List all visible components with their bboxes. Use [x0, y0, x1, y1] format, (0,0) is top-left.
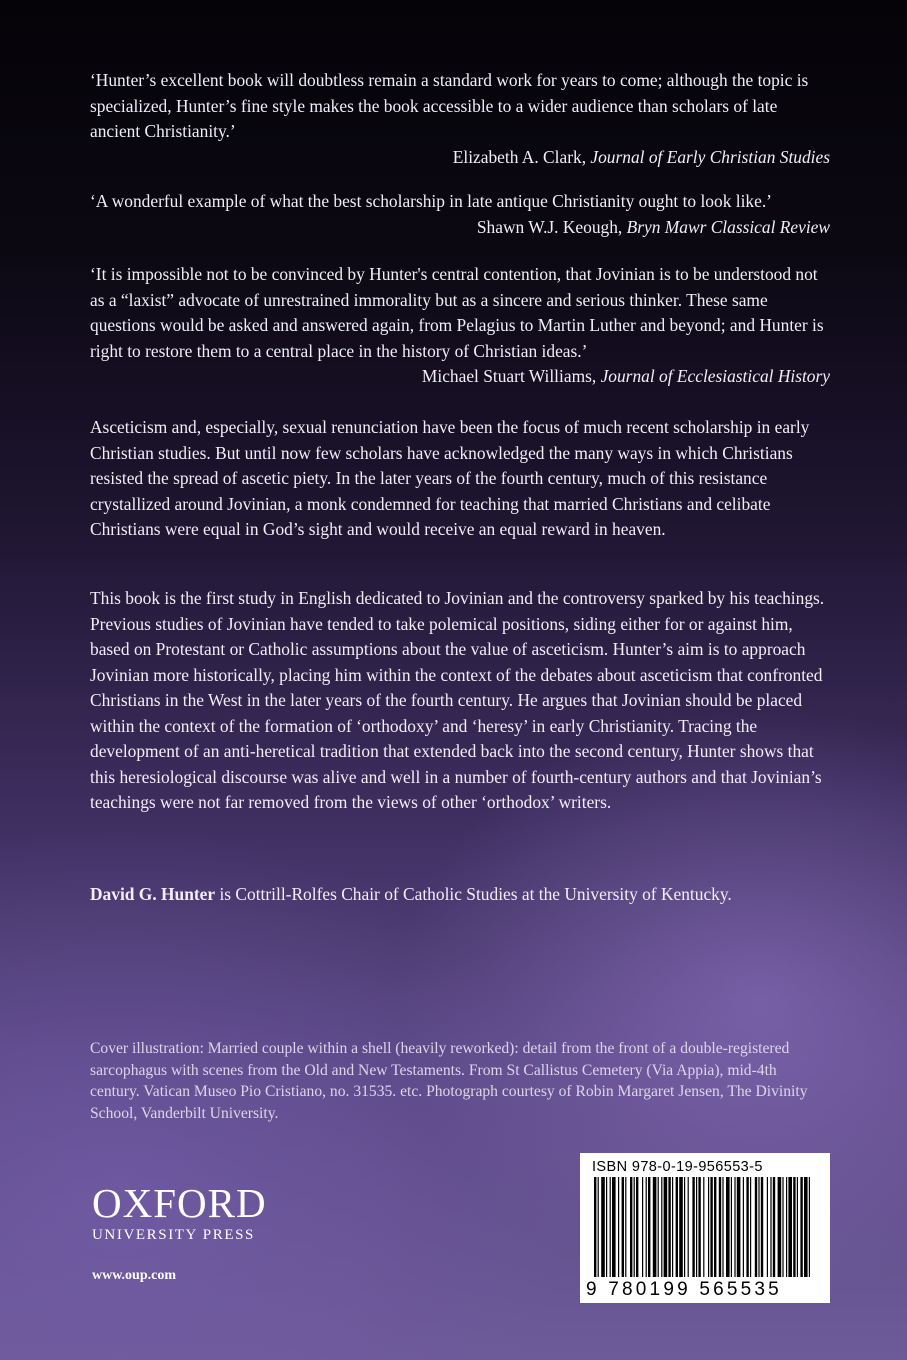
review-quote-1 — [90, 68, 830, 170]
author-name: David G. Hunter — [90, 884, 216, 904]
barcode-digits: 9 780199 565535 — [586, 1279, 782, 1300]
review-text: ‘Hunter’s excellent book will doubtless remain a standard work for years to come; although the topic is specialized, Hunter’s fine style makes the book accessible to a wider audience than scholars of late ancient Christianity.’ — [90, 70, 809, 141]
review-source: Journal of Early Christian Studies — [590, 146, 830, 167]
description-paragraph-1: Asceticism and, especially, sexual renunciation have been the focus of much recent scholarship in early Christian studies. But until now few scholars have acknowledged the many ways in which Christians resisted the spread of ascetic piety. In the later years of the fourth century, much of this resistance crystallized around Jovinian, a monk condemned for teaching that married Christians and celibate Christians were equal in God’s sight and would receive an equal reward in heaven. — [90, 417, 810, 539]
review-attribution — [90, 145, 830, 171]
review-text: ‘A wonderful example of what the best scholarship in late antique Christianity ought to look like.’ — [90, 191, 772, 211]
review-text: ‘It is impossible not to be convinced by Hunter's central contention, that Jovinian is to be understood not as a “laxist” advocate of unrestrained immorality but as a sincere and serious thinker. These same questions would be asked and answered again, from Pelagius to Martin Luther and beyond; and Hunter is right to restore them to a central place in the history of Christian ideas.’ — [90, 264, 824, 361]
barcode-bars — [594, 1177, 816, 1281]
review-quote-2 — [90, 189, 830, 240]
cover-illustration-note: Cover illustration: Married couple within a shell (heavily reworked): detail from the front of a double-registered sarcophagus with scenes from the Old and New Testaments. From St Callistus Cemetery (Via Appia), mid-4th century. Vatican Museo Pio Cristiano, no. 31535. etc. Photograph courtesy of Robin Margaret Jensen, The Divinity School, Vanderbilt University. — [90, 1040, 808, 1122]
review-quote-3 — [90, 262, 830, 390]
review-source: Bryn Mawr Classical Review — [626, 216, 830, 237]
isbn-barcode — [580, 1153, 830, 1303]
review-source: Journal of Ecclesiastical History — [600, 366, 830, 386]
reviewer-name: Michael Stuart Williams, — [421, 366, 601, 386]
review-attribution — [477, 215, 830, 241]
publisher-name: OXFORD — [92, 1180, 267, 1226]
author-bio — [90, 882, 830, 908]
reviewer-name: Elizabeth A. Clark, — [452, 146, 591, 167]
reviewer-name: Shawn W.J. Keough, — [476, 216, 627, 237]
oxford-logo — [92, 1180, 267, 1244]
review-attribution — [422, 364, 830, 390]
isbn-label: ISBN 978-0-19-956553-5 — [592, 1159, 763, 1175]
description-paragraph-2: This book is the first study in English dedicated to Jovinian and the controversy sparked by his teachings. Previous studies of Jovinian have tended to take polemical positions, siding either for or against him, based on Protestant or Catholic assumptions about the value of asceticism. Hunter’s aim is to approach Jovinian more historically, placing him within the context of the debates about asceticism that confronted Christians in the West in the later years of the fourth century. He argues that Jovinian should be placed within the context of the formation of ‘orthodoxy’ and ‘heresy’ in early Christianity. Tracing the development of an anti-heretical tradition that extended back into the second century, Hunter shows that this heresiological discourse was alive and well in a number of fourth-century authors and that Jovinian’s teachings were not far removed from the views of other ‘orthodox’ writers. — [90, 588, 825, 812]
author-bio-text: is Cottrill-Rolfes Chair of Catholic Studies at the University of Kentucky. — [215, 884, 732, 904]
publisher-url: www.oup.com — [92, 1268, 177, 1283]
publisher-subtitle: UNIVERSITY PRESS — [92, 1227, 255, 1243]
